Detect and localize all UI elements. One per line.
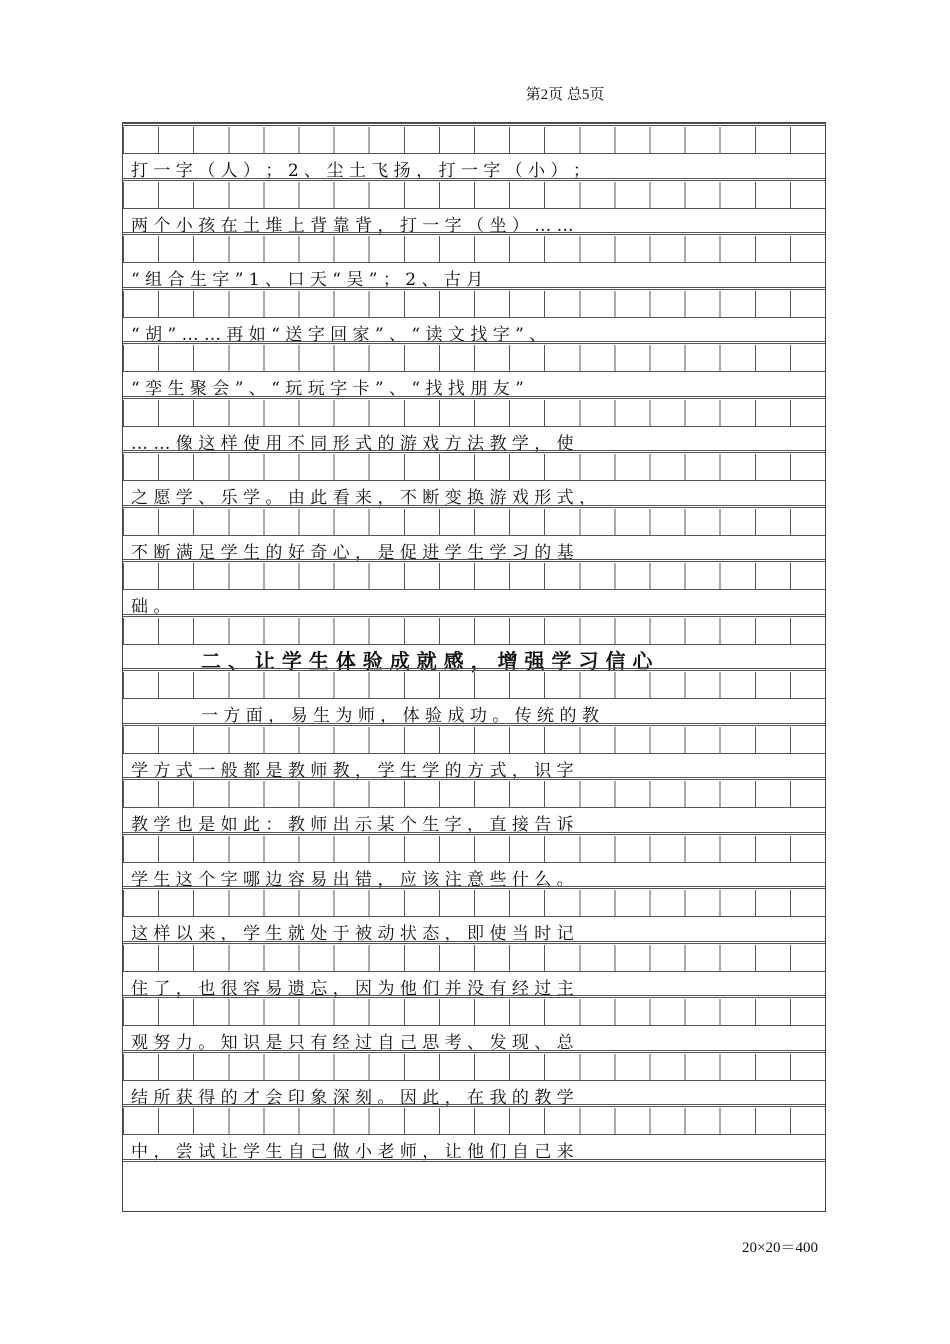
text-line: “ 孪 生 聚 会 ” 、 “ 玩 玩 字 卡 ” 、 “ 找 找 朋 友 ” — [131, 379, 524, 399]
manuscript-row — [123, 781, 825, 835]
manuscript-row — [123, 182, 825, 236]
manuscript-row — [123, 454, 825, 508]
manuscript-row — [123, 400, 825, 454]
text-line: “ 组 合 生 字 ” 1 、 口 天 “ 吴 ” ； 2 、 古 月 — [131, 270, 484, 290]
manuscript-row — [123, 291, 825, 345]
text-line: 一 方 面 ， 易 生 为 师 ， 体 验 成 功 。 传 统 的 教 — [201, 706, 599, 726]
grid-cells — [123, 999, 825, 1026]
grid-cells — [123, 236, 825, 263]
row-divider — [123, 1104, 825, 1107]
text-line: 础 。 — [131, 597, 171, 617]
manuscript-row — [123, 1108, 825, 1162]
manuscript-row — [123, 509, 825, 563]
manuscript-row — [123, 563, 825, 617]
grid-cells — [123, 618, 825, 645]
manuscript-row — [123, 999, 825, 1053]
manuscript-row — [123, 727, 825, 781]
page-header — [0, 83, 950, 104]
text-line: 教 学 也 是 如 此 ： 教 师 出 示 某 个 生 字 ， 直 接 告 诉 — [131, 815, 574, 835]
text-line: … … 像 这 样 使 用 不 同 形 式 的 游 戏 方 法 教 学 ， 使 — [131, 433, 574, 454]
row-divider — [123, 505, 825, 508]
manuscript-row — [123, 127, 825, 181]
manuscript-row — [123, 945, 825, 999]
row-divider — [123, 995, 825, 998]
manuscript-row — [123, 618, 825, 672]
manuscript-grid-sheet — [122, 122, 826, 1212]
text-line: 观 努 力 。 知 识 是 只 有 经 过 自 己 思 考 、 发 现 、 总 — [131, 1033, 574, 1053]
row-divider — [123, 396, 825, 399]
manuscript-row — [123, 1054, 825, 1108]
grid-cells — [123, 781, 825, 808]
text-line: 结 所 获 得 的 才 会 印 象 深 刻 。 因 此 ， 在 我 的 教 学 — [131, 1087, 574, 1108]
manuscript-row — [123, 836, 825, 890]
row-divider — [123, 559, 825, 562]
row-divider — [123, 341, 825, 344]
manuscript-row — [123, 345, 825, 399]
row-divider — [123, 232, 825, 235]
text-line: 两 个 小 孩 在 土 堆 上 背 靠 背 ， 打 一 字 （ 坐 ） … … — [131, 215, 574, 236]
row-divider — [123, 450, 825, 453]
row-divider — [123, 1159, 825, 1162]
grid-cells — [123, 291, 825, 318]
text-line: 这 样 以 来 ， 学 生 就 处 于 被 动 状 态 ， 即 使 当 时 记 — [131, 924, 574, 944]
grid-cells — [123, 509, 825, 536]
grid-cells — [123, 836, 825, 863]
text-line: 学 生 这 个 字 哪 边 容 易 出 错 ， 应 该 注 意 些 什 么 。 — [131, 869, 574, 890]
page-number-label: 第2页 总5页 — [525, 87, 605, 103]
text-line: “ 胡 ” … … 再 如 “ 送 字 回 家 ” 、 “ 读 文 找 字 ” 、 — [131, 324, 547, 345]
grid-cells — [123, 1108, 825, 1135]
text-line: 学 方 式 一 般 都 是 教 师 教 ， 学 生 学 的 方 式 ， 识 字 — [131, 760, 574, 781]
grid-cells — [123, 454, 825, 481]
grid-cells — [123, 890, 825, 917]
row-divider — [123, 941, 825, 944]
grid-cells — [123, 672, 825, 699]
grid-cells — [123, 727, 825, 754]
grid-cells — [123, 182, 825, 209]
row-divider — [123, 668, 825, 671]
section-heading: 二 、 让 学 生 体 验 成 就 感 ， 增 强 学 习 信 心 — [201, 648, 653, 673]
row-divider — [123, 886, 825, 889]
manuscript-row — [123, 890, 825, 944]
grid-cells — [123, 563, 825, 590]
row-divider — [123, 777, 825, 780]
row-divider — [123, 1050, 825, 1053]
row-divider — [123, 123, 825, 126]
grid-cells — [123, 945, 825, 972]
grid-cells — [123, 345, 825, 372]
manuscript-row — [123, 236, 825, 290]
text-line: 之 愿 学 、 乐 学 。 由 此 看 来 ， 不 断 变 换 游 戏 形 式 ， — [131, 488, 597, 508]
text-line: 住 了 ， 也 很 容 易 遗 忘 ， 因 为 他 们 并 没 有 经 过 主 — [131, 978, 574, 999]
text-line: 打 一 字 （ 人 ） ； 2 、 尘 土 飞 扬 ， 打 一 字 （ 小 ） ； — [131, 161, 590, 181]
row-divider — [123, 723, 825, 726]
row-divider — [123, 287, 825, 290]
grid-cells — [123, 127, 825, 154]
row-divider — [123, 614, 825, 617]
grid-cells — [123, 1054, 825, 1081]
text-line: 中 ， 尝 试 让 学 生 自 己 做 小 老 师 ， 让 他 们 自 己 来 — [131, 1142, 574, 1162]
grid-cells — [123, 400, 825, 427]
grid-count-label: 20×20＝400 — [742, 1240, 818, 1256]
text-line: 不 断 满 足 学 生 的 好 奇 心 ， 是 促 进 学 生 学 习 的 基 — [131, 542, 574, 563]
row-divider — [123, 178, 825, 181]
row-divider — [123, 832, 825, 835]
manuscript-row — [123, 672, 825, 726]
